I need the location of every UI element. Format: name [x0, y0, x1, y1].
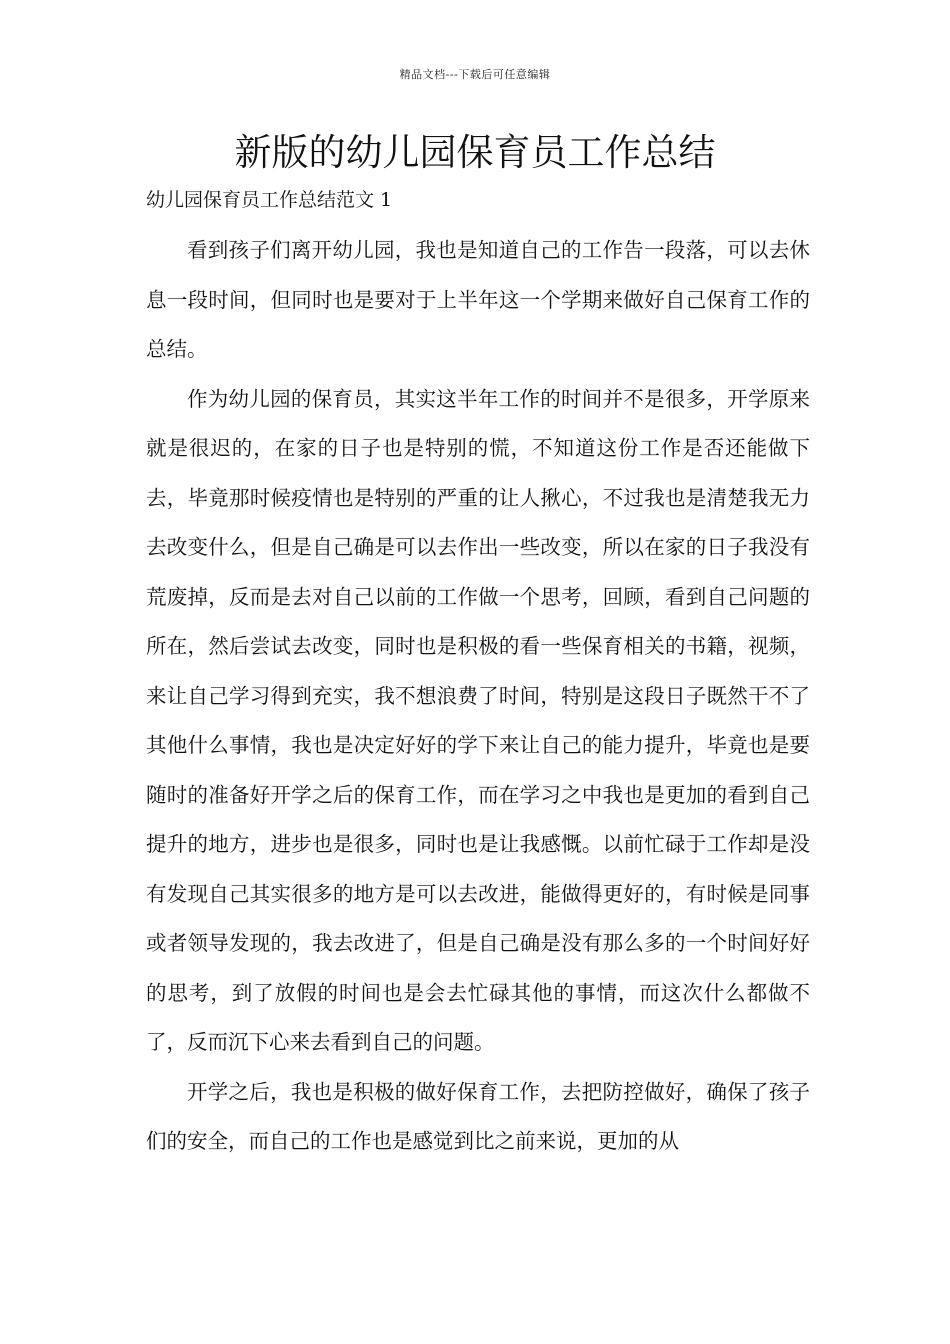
- paragraph: 开学之后，我也是积极的做好保育工作，去把防控做好，确保了孩子们的安全，而自己的工作也是感觉到比之前来说，更加的从: [146, 1079, 810, 1153]
- body-text: [146, 226, 810, 1167]
- document-title: 新版的幼儿园保育员工作总结: [234, 131, 716, 174]
- running-header: 精品文档---下载后可任意编辑: [399, 68, 551, 81]
- paragraph: 作为幼儿园的保育员，其实这半年工作的时间并不是很多，开学原来就是很迟的，在家的日子也是特别的慌，不知道这份工作是否还能做下去，毕竟那时候疫情也是特别的严重的让人揪心，不过我也是清楚我无力去改变什么，但是自己确是可以去作出一些改变，所以在家的日子我没有荒废掉，反而是去对自己以前的工作做一个思考，回顾，看到自己问题的所在，然后尝试去改变，同时也是积极的看一些保育相关的书籍，视频，来让自己学习得到充实，我不想浪费了时间，特别是这段日子既然干不了其他什么事情，我也是决定好好的学下来让自己的能力提升，毕竟也是要随时的准备好开学之后的保育工作，而在学习之中我也是更加的看到自己提升的地方，进步也是很多，同时也是让我感慨。以前忙碌于工作却是没有发现自己其实很多的地方是可以去改进，能做得更好的，有时候是同事或者领导发现的，我去改进了，但是自己确是没有那么多的一个时间好好的思考，到了放假的时间也是会去忙碌其他的事情，而这次什么都做不了，反而沉下心来去看到自己的问题。: [146, 386, 810, 1054]
- document-subtitle: 幼儿园保育员工作总结范文 1: [146, 189, 393, 211]
- paragraph: 看到孩子们离开幼儿园，我也是知道自己的工作告一段落，可以去休息一段时间，但同时也是要对于上半年这一个学期来做好自己保育工作的总结。: [146, 238, 810, 361]
